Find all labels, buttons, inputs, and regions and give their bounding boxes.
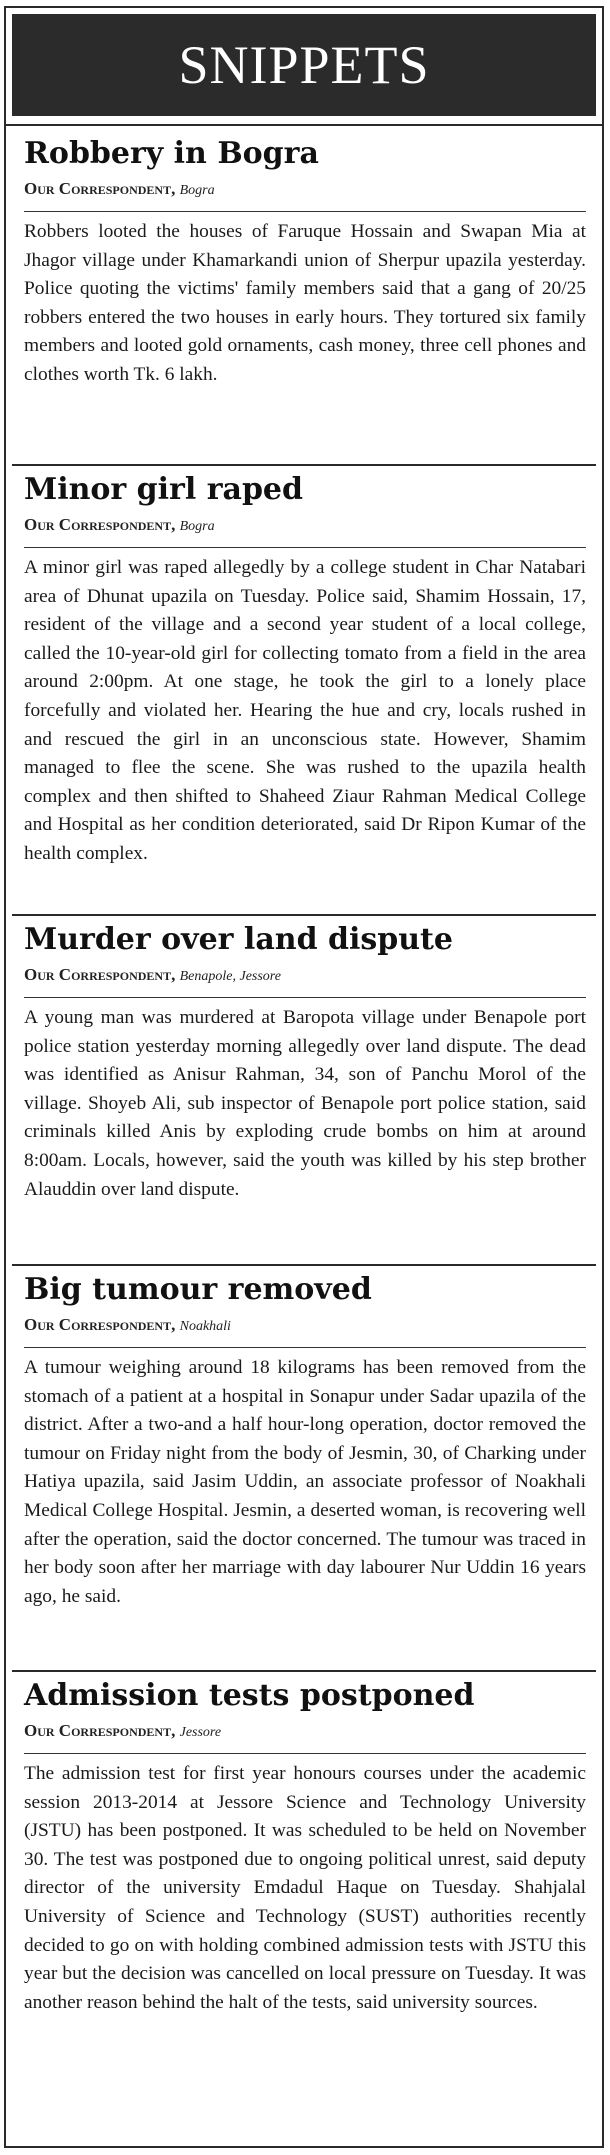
byline-author: Our Correspondent, bbox=[24, 1721, 176, 1740]
story-byline bbox=[24, 1720, 586, 1744]
story-minor-girl-raped bbox=[24, 470, 586, 869]
byline-place: Bogra bbox=[179, 183, 215, 198]
story-byline bbox=[24, 178, 586, 202]
byline-place: Benapole, Jessore bbox=[179, 969, 281, 984]
story-divider bbox=[12, 464, 596, 466]
byline-place: Jessore bbox=[179, 1725, 222, 1740]
story-big-tumour-removed bbox=[24, 1270, 586, 1611]
story-robbery-in-bogra bbox=[24, 134, 586, 390]
story-body: A tumour weighing around 18 kilograms has been removed from the stomach of a patient at a hospital in Sonapur under Sadar upazila of the district. After a two-and a half hour-long operation, doctor removed the tumour on Friday night from the body of Jesmin, 30, of Charking under Hatiya upazila, said Jasim Uddin, an associate professor of Noakhali Medical College Hospital. Jesmin, a deserted woman, is recovering well after the operation, said the doctor concerned. The tumour was traced in her body soon after her marriage with day labourer Nur Uddin 16 years ago, he said. bbox=[24, 1357, 586, 1607]
story-body: Robbers looted the houses of Faruque Hossain and Swapan Mia at Jhagor village under Khamarkandi union of Sherpur upazila yesterday. Police quoting the victims' family members said that a gang of 20/25 robbers entered the two houses in early hours. They tortured six family members and looted gold ornaments, cash money, three cell phones and clothes worth Tk. 6 lakh. bbox=[24, 221, 586, 385]
byline-place: Noakhali bbox=[179, 1319, 231, 1334]
story-headline: Murder over land dispute bbox=[24, 922, 453, 957]
byline-rule bbox=[24, 211, 586, 212]
story-headline: Big tumour removed bbox=[24, 1272, 372, 1307]
story-byline bbox=[24, 514, 586, 538]
byline-rule bbox=[24, 547, 586, 548]
story-byline bbox=[24, 1314, 586, 1338]
story-divider bbox=[12, 914, 596, 916]
byline-author: Our Correspondent, bbox=[24, 965, 176, 984]
story-headline: Minor girl raped bbox=[24, 472, 303, 507]
byline-rule bbox=[24, 997, 586, 998]
story-admission-tests-postponed bbox=[24, 1676, 586, 2017]
story-headline: Robbery in Bogra bbox=[24, 136, 319, 171]
snippets-banner bbox=[12, 14, 596, 116]
story-divider bbox=[12, 1264, 596, 1266]
byline-author: Our Correspondent, bbox=[24, 515, 176, 534]
byline-rule bbox=[24, 1753, 586, 1754]
newspaper-page bbox=[4, 6, 604, 2148]
byline-author: Our Correspondent, bbox=[24, 179, 176, 198]
story-headline: Admission tests postponed bbox=[24, 1678, 475, 1713]
byline-author: Our Correspondent, bbox=[24, 1315, 176, 1334]
banner-rule bbox=[6, 124, 602, 126]
story-byline bbox=[24, 964, 586, 988]
story-body: A minor girl was raped allegedly by a college student in Char Natabari area of Dhunat upazila on Tuesday. Police said, Shamim Hossain, 17, resident of the village and a second year student of a local college, called the 10-year-old girl for collecting tomato from a field in the area around 2:00pm. At one stage, he took the girl to a lonely place forcefully and violated her. Hearing the hue and cry, locals rushed in and rescued the girl in an unconscious state. However, Shamim managed to flee the scene. She was rushed to the upazila health complex and then shifted to Shaheed Ziaur Rahman Medical College and Hospital as her condition deteriorated, said Dr Ripon Kumar of the health complex. bbox=[24, 557, 586, 864]
byline-place: Bogra bbox=[179, 519, 215, 534]
story-murder-over-land-dispute bbox=[24, 920, 586, 1204]
story-divider bbox=[12, 1670, 596, 1672]
story-body: The admission test for first year honours courses under the academic session 2013-2014 at Jessore Science and Technology University (JSTU) has been postponed. It was scheduled to be held on November 30. The test was postponed due to ongoing political unrest, said deputy director of the university Emdadul Haque on Tuesday. Shahjalal University of Science and Technology (SUST) authorities recently decided to go on with holding combined admission tests with JSTU this year but the decision was cancelled on local pressure on Tuesday. It was another reason behind the halt of the tests, said university sources. bbox=[24, 1763, 586, 2013]
story-body: A young man was murdered at Baropota village under Benapole port police station yesterday morning allegedly over land dispute. The dead was identified as Anisur Rahman, 34, son of Panchu Morol of the village. Shoyeb Ali, sub inspector of Benapole port police station, said criminals killed Anis by exploding crude bombs on him at around 8:00am. Locals, however, said the youth was killed by his step brother Alauddin over land dispute. bbox=[24, 1007, 586, 1200]
byline-rule bbox=[24, 1347, 586, 1348]
banner-title: SNIPPETS bbox=[178, 35, 430, 95]
